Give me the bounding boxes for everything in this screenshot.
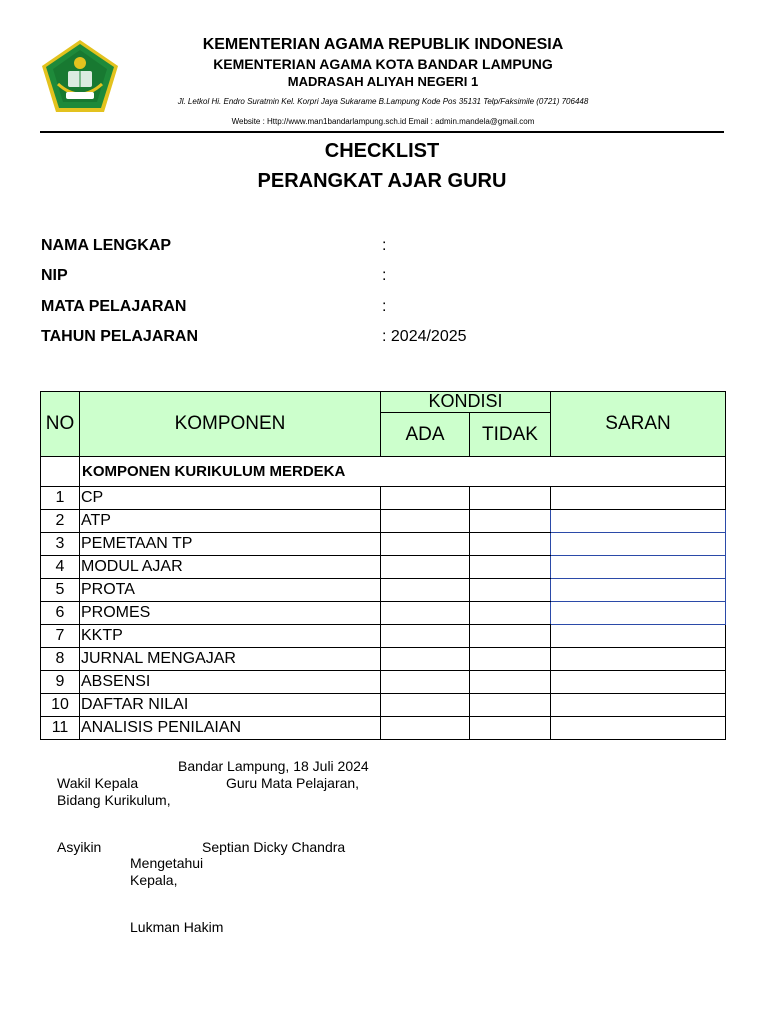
row-number: 7	[41, 625, 80, 648]
field-label-nip: NIP	[41, 267, 68, 284]
approval-title: Kepala,	[130, 872, 178, 888]
row-present-cell[interactable]	[381, 533, 470, 556]
row-absent-cell[interactable]	[470, 717, 551, 740]
row-component: PEMETAAN TP	[80, 533, 381, 556]
row-number: 5	[41, 579, 80, 602]
header-no: NO	[41, 392, 80, 457]
field-value-name: :	[382, 237, 387, 254]
header-divider	[40, 131, 724, 133]
row-present-cell[interactable]	[381, 510, 470, 533]
table-row	[41, 648, 726, 671]
row-number: 8	[41, 648, 80, 671]
table-row	[41, 533, 726, 556]
row-absent-cell[interactable]	[470, 510, 551, 533]
row-absent-cell[interactable]	[470, 487, 551, 510]
row-suggestion-cell[interactable]	[551, 556, 726, 579]
document-subtitle: PERANGKAT AJAR GURU	[257, 170, 507, 192]
table-row	[41, 510, 726, 533]
left-signer-title-2: Bidang Kurikulum,	[57, 792, 171, 808]
row-suggestion-cell[interactable]	[551, 487, 726, 510]
field-value-subject: :	[382, 298, 387, 315]
row-present-cell[interactable]	[381, 717, 470, 740]
table-row	[41, 625, 726, 648]
field-label-year: TAHUN PELAJARAN	[41, 328, 199, 345]
table-row	[41, 579, 726, 602]
table-row	[41, 487, 726, 510]
row-suggestion-cell[interactable]	[551, 717, 726, 740]
row-number: 2	[41, 510, 80, 533]
row-component: ANALISIS PENILAIAN	[80, 717, 381, 740]
row-suggestion-cell[interactable]	[551, 579, 726, 602]
row-suggestion-cell[interactable]	[551, 671, 726, 694]
place-date: Bandar Lampung, 18 Juli 2024	[178, 758, 369, 774]
row-suggestion-cell[interactable]	[551, 648, 726, 671]
header-suggestion: SARAN	[551, 392, 726, 457]
section-title: KOMPONEN KURIKULUM MERDEKA	[80, 457, 726, 487]
row-suggestion-cell[interactable]	[551, 694, 726, 717]
checklist-table	[40, 391, 726, 740]
field-label-subject: MATA PELAJARAN	[41, 298, 187, 315]
row-present-cell[interactable]	[381, 648, 470, 671]
table-row	[41, 717, 726, 740]
table-row	[41, 671, 726, 694]
field-value-year: : 2024/2025	[382, 328, 467, 345]
row-suggestion-cell[interactable]	[551, 602, 726, 625]
row-absent-cell[interactable]	[470, 648, 551, 671]
row-component: ATP	[80, 510, 381, 533]
row-component: JURNAL MENGAJAR	[80, 648, 381, 671]
right-signer-name: Septian Dicky Chandra	[202, 839, 346, 855]
office-name: KEMENTERIAN AGAMA KOTA BANDAR LAMPUNG	[213, 56, 553, 72]
left-signer-title-1: Wakil Kepala	[57, 775, 139, 791]
row-absent-cell[interactable]	[470, 625, 551, 648]
row-suggestion-cell[interactable]	[551, 533, 726, 556]
left-signer-name: Asyikin	[57, 839, 102, 855]
header-component: KOMPONEN	[80, 392, 381, 457]
row-component: MODUL AJAR	[80, 556, 381, 579]
row-component: PROTA	[80, 579, 381, 602]
table-row	[41, 556, 726, 579]
row-number: 3	[41, 533, 80, 556]
row-component: KKTP	[80, 625, 381, 648]
row-number: 6	[41, 602, 80, 625]
row-component: PROMES	[80, 602, 381, 625]
document-title: CHECKLIST	[324, 140, 440, 162]
row-absent-cell[interactable]	[470, 579, 551, 602]
row-suggestion-cell[interactable]	[551, 510, 726, 533]
header-present: ADA	[381, 413, 470, 457]
row-present-cell[interactable]	[381, 602, 470, 625]
right-signer-title: Guru Mata Pelajaran,	[226, 775, 360, 791]
school-contact: Website : Http://www.man1bandarlampung.sch.id Email : admin.mandela@gmail.com	[231, 117, 535, 126]
row-number: 1	[41, 487, 80, 510]
row-component: DAFTAR NILAI	[80, 694, 381, 717]
row-absent-cell[interactable]	[470, 694, 551, 717]
table-row	[41, 694, 726, 717]
row-absent-cell[interactable]	[470, 602, 551, 625]
row-absent-cell[interactable]	[470, 533, 551, 556]
row-present-cell[interactable]	[381, 556, 470, 579]
row-number: 9	[41, 671, 80, 694]
row-number: 4	[41, 556, 80, 579]
row-present-cell[interactable]	[381, 487, 470, 510]
row-present-cell[interactable]	[381, 625, 470, 648]
header-absent: TIDAK	[470, 413, 551, 457]
ministry-logo	[40, 38, 120, 114]
row-present-cell[interactable]	[381, 671, 470, 694]
row-component: CP	[80, 487, 381, 510]
section-row	[41, 457, 726, 487]
field-label-name: NAMA LENGKAP	[41, 237, 172, 254]
header-condition: KONDISI	[381, 392, 551, 413]
ministry-name: KEMENTERIAN AGAMA REPUBLIK INDONESIA	[202, 36, 564, 53]
row-number: 10	[41, 694, 80, 717]
approver-name: Lukman Hakim	[130, 919, 224, 935]
row-component: ABSENSI	[80, 671, 381, 694]
field-value-nip: :	[382, 267, 387, 284]
row-present-cell[interactable]	[381, 694, 470, 717]
school-name: MADRASAH ALIYAH NEGERI 1	[287, 74, 479, 89]
row-absent-cell[interactable]	[470, 556, 551, 579]
section-no-cell	[41, 457, 80, 487]
row-suggestion-cell[interactable]	[551, 625, 726, 648]
table-row	[41, 602, 726, 625]
row-absent-cell[interactable]	[470, 671, 551, 694]
row-number: 11	[41, 717, 80, 740]
approval-label: Mengetahui	[130, 855, 204, 871]
row-present-cell[interactable]	[381, 579, 470, 602]
school-address: Jl. Letkol Hi. Endro Suratmin Kel. Korpri Jaya Sukarame B.Lampung Kode Pos 35131 Telp/Faksimile (0721) 706448	[177, 97, 589, 106]
